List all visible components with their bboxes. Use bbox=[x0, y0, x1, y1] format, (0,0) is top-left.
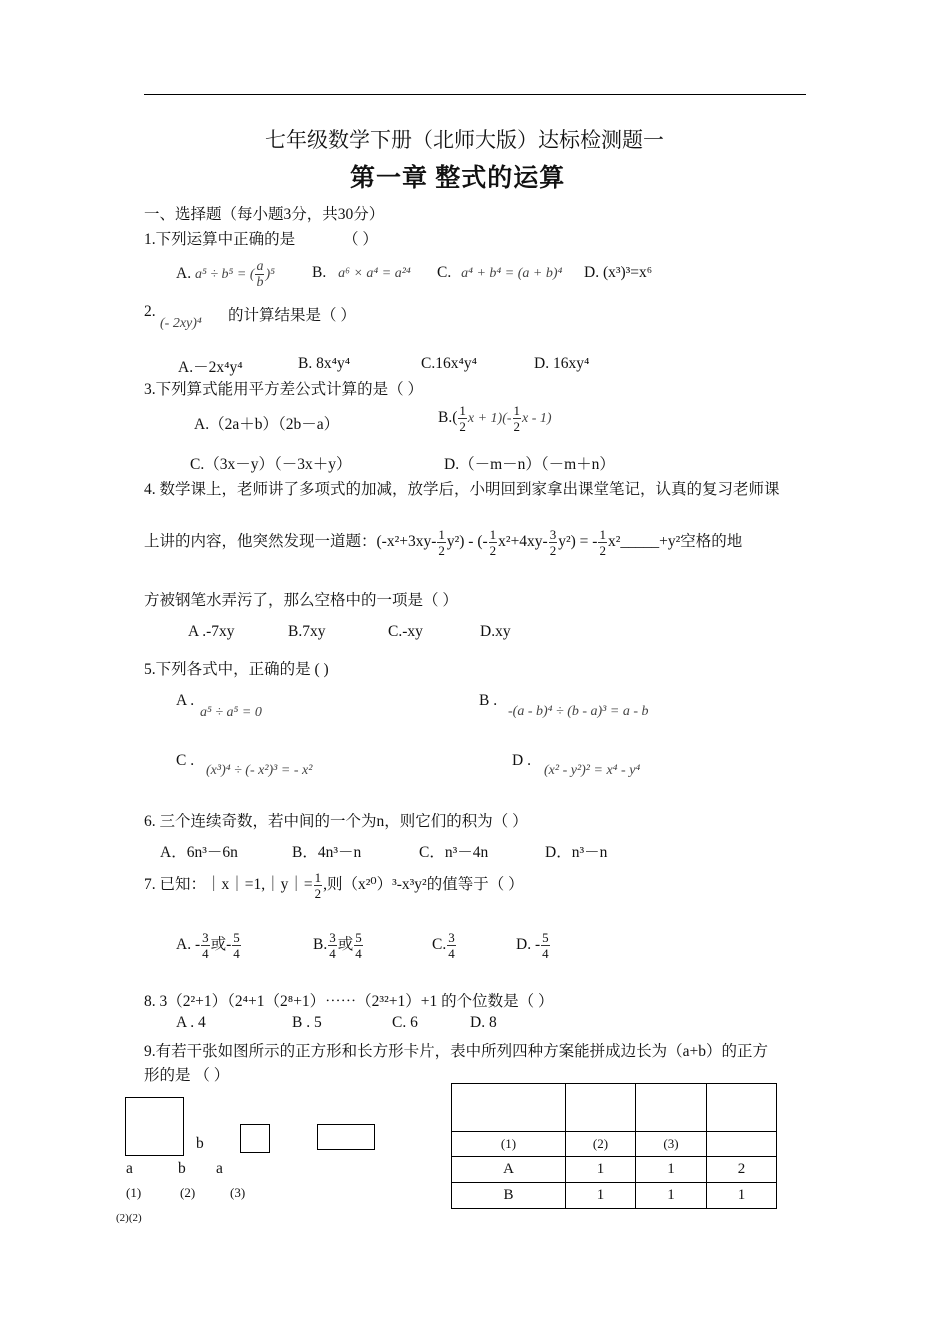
q6-option-a: A．6n³－6n bbox=[160, 844, 238, 861]
q1-option-c bbox=[437, 264, 562, 282]
q3-option-b-p2: x + 1)(- bbox=[467, 411, 512, 427]
q3-option-b bbox=[438, 403, 552, 434]
q4-option-a: A .-7xy bbox=[188, 623, 235, 640]
q5-option-d-label: D . bbox=[512, 752, 531, 769]
q1-option-a bbox=[176, 259, 275, 290]
q2-option-b: B. 8x⁴y⁴ bbox=[298, 355, 351, 372]
q7-option-d-label: D. - bbox=[516, 936, 541, 954]
q7-option-c bbox=[432, 930, 457, 961]
q5-option-d-expr: (x² - y²)² = x⁴ - y⁴ bbox=[544, 763, 641, 778]
card-rectangle bbox=[317, 1124, 375, 1150]
header-rule bbox=[144, 94, 806, 95]
table-cell: 1 bbox=[636, 1183, 707, 1209]
figure-caption-2: (2) bbox=[180, 1185, 196, 1200]
q7-option-a-frac-1 bbox=[201, 930, 210, 961]
table-cell: 1 bbox=[566, 1183, 636, 1209]
q7-option-d bbox=[516, 930, 551, 961]
table-cell bbox=[452, 1084, 566, 1132]
q3-option-a: A.（2a＋b）（2b－a） bbox=[194, 416, 340, 433]
q7-stem-num: 1 bbox=[314, 870, 322, 885]
table-header-cell bbox=[707, 1132, 777, 1157]
table-cell: 1 bbox=[707, 1183, 777, 1209]
page-title: 七年级数学下册（北师大版）达标检测题一 bbox=[265, 128, 664, 152]
question-1-stem bbox=[144, 227, 378, 249]
q1-option-c-label: C. bbox=[437, 264, 452, 281]
figure-label-a-1: a bbox=[126, 1160, 133, 1177]
card-large-square bbox=[125, 1097, 184, 1156]
q7-option-a bbox=[176, 930, 242, 961]
table-cell: B bbox=[452, 1183, 566, 1209]
q7-d-den: 4 bbox=[542, 946, 549, 961]
q7-b-num-1: 3 bbox=[329, 930, 336, 945]
q8-option-d: D. 8 bbox=[470, 1014, 497, 1031]
q4-fraction-4-num: 1 bbox=[599, 527, 606, 542]
table-row bbox=[452, 1157, 777, 1183]
q7-b-den-1: 4 bbox=[329, 946, 336, 961]
q1-option-c-expr: a⁴ + b⁴ = (a + b)⁴ bbox=[461, 266, 563, 281]
q3-option-d: D.（－m－n）（－m＋n） bbox=[444, 456, 615, 473]
q4-fraction-4 bbox=[598, 527, 607, 558]
question-8-stem: 8. 3（2²+1）（2⁴+1（2⁸+1）⋯⋯（2³²+1）+1 的个位数是（ ） bbox=[144, 993, 554, 1010]
q7-option-c-label: C. bbox=[432, 936, 447, 954]
q3-option-b-p1: ( bbox=[452, 409, 458, 427]
q7-option-b-frac-2 bbox=[354, 930, 363, 961]
q7-option-a-label: A. - bbox=[176, 936, 201, 954]
q7-option-d-frac bbox=[541, 930, 550, 961]
q1-option-b-label: B. bbox=[312, 264, 327, 281]
q1-option-a-den: b bbox=[256, 275, 264, 290]
q7-c-den: 4 bbox=[448, 946, 455, 961]
scheme-table bbox=[451, 1083, 777, 1209]
table-cell bbox=[707, 1084, 777, 1132]
q7-stem-fraction bbox=[314, 870, 323, 901]
q7-option-c-frac bbox=[447, 930, 456, 961]
q7-option-a-mid: 或- bbox=[210, 936, 232, 954]
q7-b-den-2: 4 bbox=[355, 946, 362, 961]
q7-option-a-frac-2 bbox=[232, 930, 241, 961]
q7-option-b-frac-1 bbox=[328, 930, 337, 961]
table-cell: 1 bbox=[566, 1157, 636, 1183]
q5-option-a-expr: a⁵ ÷ a⁵ = 0 bbox=[200, 705, 262, 720]
q7-stem-a: 7. 已知：｜x｜=1,｜y｜= bbox=[144, 876, 313, 894]
q3-option-b-fraction-2 bbox=[513, 403, 522, 434]
question-4-line-2 bbox=[144, 527, 742, 558]
figure-label-b: b bbox=[196, 1135, 204, 1152]
question-5-stem: 5.下列各式中，正确的是 ( ) bbox=[144, 661, 329, 678]
q7-option-b-mid: 或 bbox=[337, 936, 354, 954]
figure-label-b-2: b bbox=[178, 1160, 186, 1177]
q4-fraction-3 bbox=[549, 527, 558, 558]
q3-option-b-num-2: 1 bbox=[513, 403, 521, 418]
q5-option-c-expr: (x³)⁴ ÷ (- x²)³ = - x² bbox=[206, 763, 313, 778]
figure-caption-1: (1) bbox=[126, 1185, 142, 1200]
q4-fraction-3-num: 3 bbox=[549, 527, 557, 542]
table-cell bbox=[566, 1084, 636, 1132]
q3-option-b-den-1: 2 bbox=[459, 419, 466, 434]
chapter-title: 第一章 整式的运算 bbox=[350, 165, 566, 192]
q4-option-b: B.7xy bbox=[288, 623, 326, 640]
q7-a-den-2: 4 bbox=[233, 946, 240, 961]
card-small-square bbox=[240, 1124, 270, 1153]
q3-option-b-num-1: 1 bbox=[459, 403, 466, 418]
table-blank-row bbox=[452, 1084, 777, 1132]
q7-d-num: 5 bbox=[542, 930, 549, 945]
question-9-line-1: 9.有若干张如图所示的正方形和长方形卡片，表中所列四种方案能拼成边长为（a+b）的正方 bbox=[144, 1043, 768, 1060]
question-2-stem: 的计算结果是（ ） bbox=[228, 307, 356, 324]
q1-option-b bbox=[312, 264, 411, 282]
q2-option-c: C.16x⁴y⁴ bbox=[421, 355, 478, 372]
q3-option-b-fraction-1 bbox=[458, 403, 467, 434]
q1-option-a-expr2: )⁵ bbox=[265, 267, 276, 283]
q4-fraction-2 bbox=[489, 527, 498, 558]
q4-fraction-1-num: 1 bbox=[438, 527, 445, 542]
q7-option-b-label: B. bbox=[313, 936, 328, 954]
q4-part-a: 上讲的内容，他突然发现一道题：(-x²+3xy- bbox=[144, 533, 437, 551]
q4-part-c: x²+4xy- bbox=[498, 533, 548, 551]
q4-option-c: C.-xy bbox=[388, 623, 423, 640]
table-cell bbox=[636, 1084, 707, 1132]
q8-option-a: A . 4 bbox=[176, 1014, 206, 1031]
q7-option-b bbox=[313, 930, 364, 961]
q4-fraction-2-num: 1 bbox=[489, 527, 497, 542]
q7-stem-b: ,则（x²⁰）³-x³y²的值等于（ ） bbox=[323, 876, 524, 894]
question-1-text: 1.下列运算中正确的是 bbox=[144, 231, 296, 248]
q4-fraction-2-den: 2 bbox=[489, 543, 497, 558]
section-heading: 一、选择题（每小题3分，共30分） bbox=[144, 206, 385, 223]
q4-fraction-4-den: 2 bbox=[599, 543, 606, 558]
q2-option-a: A.－2x⁴y⁴ bbox=[178, 359, 243, 376]
q7-a-den-1: 4 bbox=[202, 946, 209, 961]
q2-option-d: D. 16xy⁴ bbox=[534, 355, 590, 372]
q6-option-c: C．n³－4n bbox=[419, 844, 489, 861]
q8-option-c: C. 6 bbox=[392, 1014, 418, 1031]
question-2-number: 2. bbox=[144, 303, 156, 320]
figure-label-a-2: a bbox=[216, 1160, 223, 1177]
q4-part-d: y²) = - bbox=[558, 533, 598, 551]
q3-option-b-p3: x - 1) bbox=[522, 411, 552, 427]
q1-option-a-expr1: a⁵ ÷ b⁵ = ( bbox=[194, 267, 255, 283]
question-4-line-1: 4. 数学课上，老师讲了多项式的加减，放学后，小明回到家拿出课堂笔记，认真的复习老师课 bbox=[144, 481, 780, 498]
table-cell: 2 bbox=[707, 1157, 777, 1183]
q4-fraction-3-den: 2 bbox=[549, 543, 557, 558]
q1-option-a-num: a bbox=[256, 259, 264, 274]
q7-a-num-1: 3 bbox=[202, 930, 209, 945]
q4-option-d: D.xy bbox=[480, 623, 511, 640]
table-cell: 1 bbox=[636, 1157, 707, 1183]
q7-b-num-2: 5 bbox=[355, 930, 362, 945]
question-9-line-2: 形的是 （ ） bbox=[144, 1067, 230, 1084]
table-header-cell: (3) bbox=[636, 1132, 707, 1157]
figure-footer: (2)(2) bbox=[116, 1212, 142, 1224]
q4-part-e: x²_____+y²空格的地 bbox=[607, 533, 743, 551]
q1-option-d: D. (x³)³=x⁶ bbox=[584, 264, 653, 281]
table-header-row bbox=[452, 1132, 777, 1157]
table-header-cell: (2) bbox=[566, 1132, 636, 1157]
question-2-expr: (- 2xy)⁴ bbox=[160, 316, 202, 331]
q5-option-c-label: C . bbox=[176, 752, 195, 769]
q1-option-a-fraction bbox=[255, 259, 264, 290]
q3-option-b-label: B. bbox=[438, 409, 453, 427]
q7-a-num-2: 5 bbox=[233, 930, 240, 945]
q4-part-b: y²) - (- bbox=[446, 533, 488, 551]
question-7-stem bbox=[144, 870, 524, 901]
q3-option-b-den-2: 2 bbox=[513, 419, 521, 434]
q6-option-b: B．4n³－n bbox=[292, 844, 362, 861]
q8-option-b: B . 5 bbox=[292, 1014, 322, 1031]
question-1-paren: （ ） bbox=[343, 231, 378, 248]
q5-option-b-expr: -(a - b)⁴ ÷ (b - a)³ = a - b bbox=[508, 704, 649, 719]
q3-option-c: C.（3x－y）（－3x＋y） bbox=[190, 456, 352, 473]
q7-c-num: 3 bbox=[448, 930, 455, 945]
table-row bbox=[452, 1183, 777, 1209]
table-header-cell: (1) bbox=[452, 1132, 566, 1157]
q5-option-b-label: B . bbox=[479, 692, 498, 709]
q7-stem-den: 2 bbox=[314, 886, 322, 901]
q6-option-d: D．n³－n bbox=[545, 844, 608, 861]
q5-option-a-label: A . bbox=[176, 692, 195, 709]
table-cell: A bbox=[452, 1157, 566, 1183]
q4-fraction-1 bbox=[437, 527, 446, 558]
q1-option-b-expr: a⁶ × a⁴ = a²⁴ bbox=[338, 266, 411, 281]
q1-option-a-label: A. bbox=[176, 265, 192, 283]
figure-caption-3: (3) bbox=[230, 1185, 246, 1200]
q4-fraction-1-den: 2 bbox=[438, 543, 445, 558]
question-3-stem: 3.下列算式能用平方差公式计算的是（ ） bbox=[144, 381, 424, 398]
question-4-line-3: 方被钢笔水弄污了，那么空格中的一项是（ ） bbox=[144, 592, 458, 609]
question-6-stem: 6. 三个连续奇数，若中间的一个为n，则它们的积为（ ） bbox=[144, 813, 528, 830]
